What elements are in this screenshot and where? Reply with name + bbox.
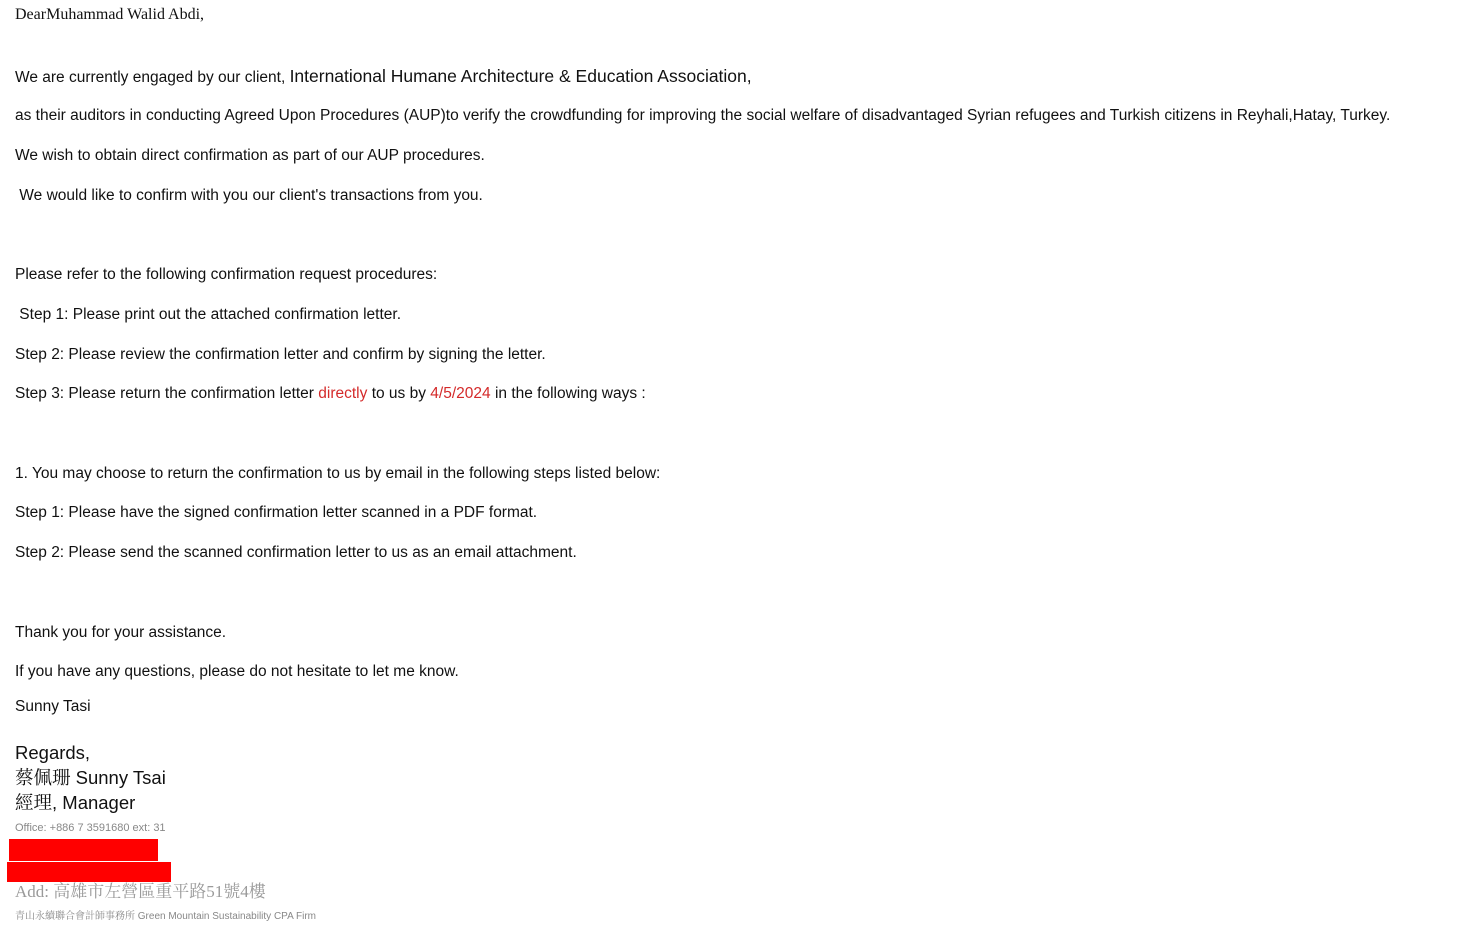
intro-line-1: [15, 66, 752, 88]
intro-prefix: We are currently engaged by our client,: [15, 69, 290, 86]
intro-line-3: We wish to obtain direct confirmation as part of our AUP procedures.: [15, 147, 485, 164]
signature-regards: Regards,: [15, 742, 91, 763]
step3-mid: to us by: [367, 385, 431, 402]
email-option-heading: 1. You may choose to return the confirmation to us by email in the following steps listed below:: [15, 465, 661, 482]
email-option-step-2: Step 2: Please send the scanned confirmation letter to us as an email attachment.: [15, 544, 577, 561]
signature-name: 蔡佩珊 Sunny Tsai: [15, 767, 166, 788]
intro-line-2: as their auditors in conducting Agreed Upon Procedures (AUP)to verify the crowdfunding for improving the social welfare of disadvantaged Syrian refugees and Turkish citizens in Reyhali,Hatay, Turkey.: [15, 107, 1391, 124]
procedure-step-2: Step 2: Please review the confirmation letter and confirm by signing the letter.: [15, 346, 546, 363]
procedures-heading: Please refer to the following confirmation request procedures:: [15, 266, 438, 283]
step3-prefix: Step 3: Please return the confirmation letter: [15, 385, 319, 402]
client-name: International Humane Architecture & Education Association,: [289, 66, 752, 86]
greeting-line: [15, 5, 204, 25]
questions-line: If you have any questions, please do not hesitate to let me know.: [15, 663, 459, 680]
procedure-step-3: [15, 384, 646, 404]
signature-title: 經理, Manager: [15, 792, 136, 813]
procedure-step-1: Step 1: Please print out the attached confirmation letter.: [15, 306, 402, 323]
step3-suffix: in the following ways :: [490, 385, 646, 402]
step3-deadline-date: 4/5/2024: [430, 385, 491, 402]
email-option-step-1: Step 1: Please have the signed confirmation letter scanned in a PDF format.: [15, 504, 538, 521]
greeting-prefix: Dear: [15, 6, 47, 23]
redaction-bar-1: [9, 839, 158, 861]
signature-office-phone: Office: +886 7 3591680 ext: 31: [15, 822, 166, 834]
redaction-bar-2: [7, 862, 171, 882]
signature-address: Add: 高雄市左營區重平路51號4樓: [15, 882, 266, 901]
sender-name: Sunny Tasi: [15, 698, 91, 715]
step3-directly: directly: [318, 385, 368, 402]
signature-firm: 青山永續聯合會計師事務所 Green Mountain Sustainability CPA Firm: [15, 911, 317, 922]
recipient-name: Muhammad Walid Abdi,: [46, 6, 205, 23]
thanks-line: Thank you for your assistance.: [15, 624, 227, 641]
intro-line-4: We would like to confirm with you our client's transactions from you.: [15, 187, 483, 204]
